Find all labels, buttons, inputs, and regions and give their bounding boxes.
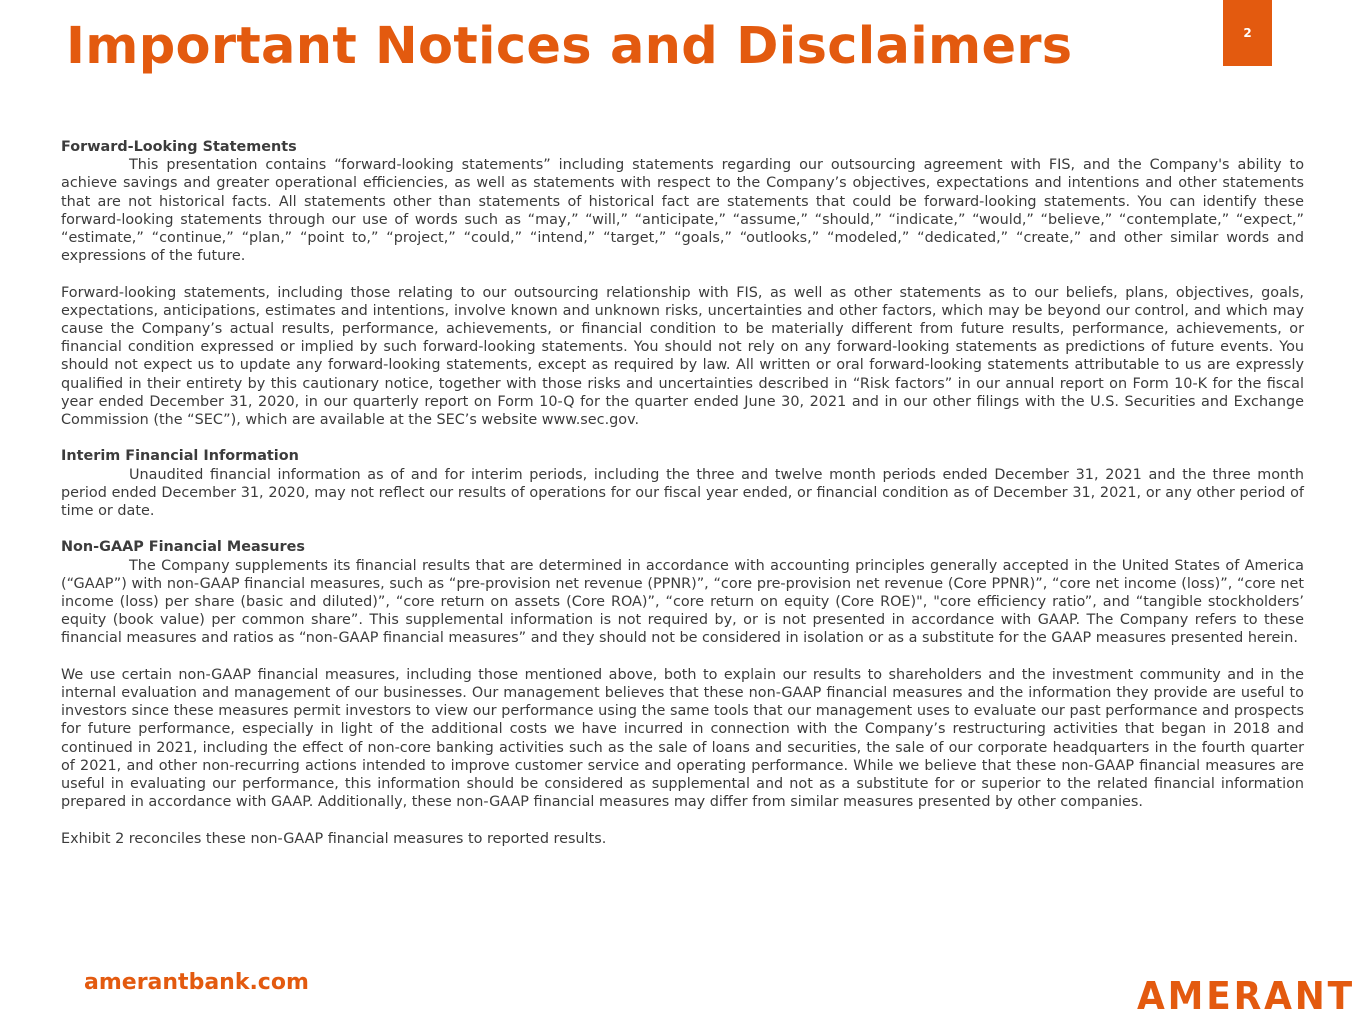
website-link[interactable]: amerantbank.com: [84, 970, 309, 995]
forward-looking-paragraph-1: This presentation contains “forward-looking statements” including statements regarding our outsourcing agreement with FIS, and the Company's ability to achieve savings and greater operational efficiencies, as well as statements with respect to the Company’s objectives, expectations and intentions and other statements that are not historical facts. All statements other than statements of historical fact are statements that could be forward-looking statements. You can identify these forward-looking statements through our use of words such as “may,” “will,” “anticipate,” “assume,” “should,” “indicate,” “would,” “believe,” “contemplate,” “expect,” “estimate,” “continue,” “plan,” “point to,” “project,” “could,” “intend,” “target,” “goals,” “outlooks,” “modeled,” “dedicated,” “create,” and other similar words and expressions of the future.: [61, 157, 1304, 265]
interim-financial-paragraph: Unaudited financial information as of and for interim periods, including the three and twelve month periods ended December 31, 2021 and the three month period ended December 31, 2020, may not reflect our results of operations for our fiscal year ended, or financial condition as of December 31, 2021, or any other period of time or date.: [61, 466, 1304, 520]
spacer: [61, 265, 1304, 283]
spacer: [61, 648, 1304, 666]
section-heading-non-gaap: Non-GAAP Financial Measures: [61, 539, 305, 556]
amerant-logo: [1136, 975, 1356, 1015]
disclaimer-body: [61, 138, 1304, 848]
section-heading-interim-financial: Interim Financial Information: [61, 448, 299, 465]
logo-wordmark: AMERANT: [1137, 975, 1355, 1015]
spacer: [61, 429, 1304, 447]
non-gaap-paragraph-2: We use certain non-GAAP financial measures, including those mentioned above, both to explain our results to shareholders and the investment community and in the internal evaluation and management of our businesses. Our management believes that these non-GAAP financial measures and the information they provide are useful to investors since these measures permit investors to view our performance using the same tools that our management uses to evaluate our past performance and prospects for future performance, especially in light of the additional costs we have incurred in connection with the Company’s restructuring activities that began in 2018 and continued in 2021, including the effect of non-core banking activities such as the sale of loans and securities, the sale of our corporate headquarters in the fourth quarter of 2021, and other non-recurring actions intended to improve customer service and operating performance. While we believe that these non-GAAP financial measures are useful in evaluating our performance, this information should be considered as supplemental and not as a substitute for or superior to the related financial information prepared in accordance with GAAP. Additionally, these non-GAAP financial measures may differ from similar measures presented by other companies.: [61, 666, 1304, 811]
non-gaap-paragraph-1: The Company supplements its financial results that are determined in accordance with accounting principles generally accepted in the United States of America (“GAAP”) with non-GAAP financial measures, such as “pre-provision net revenue (PPNR)”, “core pre-provision net revenue (Core PPNR)”, “core net income (loss)”, “core net income (loss) per share (basic and diluted)”, “core return on assets (Core ROA)”, “core return on equity (Core ROE)", "core efficiency ratio”, and “tangible stockholders’ equity (book value) per common share”. This supplemental information is not required by, or is not presented in accordance with GAAP. The Company refers to these financial measures and ratios as “non-GAAP financial measures” and they should not be considered in isolation or as a substitute for the GAAP measures presented herein.: [61, 557, 1304, 647]
section-heading-forward-looking: Forward-Looking Statements: [61, 139, 297, 155]
page-title: Important Notices and Disclaimers: [66, 17, 1073, 76]
page-number-badge: 2: [1223, 0, 1272, 66]
spacer: [61, 520, 1304, 538]
spacer: [61, 811, 1304, 829]
non-gaap-paragraph-3: Exhibit 2 reconciles these non-GAAP financial measures to reported results.: [61, 830, 607, 847]
forward-looking-paragraph-2: Forward-looking statements, including those relating to our outsourcing relationship with FIS, as well as other statements as to our beliefs, plans, objectives, goals, expectations, anticipations, estimates and intentions, involve known and unknown risks, uncertainties and other factors, which may be beyond our control, and which may cause the Company’s actual results, performance, achievements, or financial condition to be materially different from future results, performance, achievements, or financial condition expressed or implied by such forward-looking statements. You should not rely on any forward-looking statements as predictions of future events. You should not expect us to update any forward-looking statements, except as required by law. All written or oral forward-looking statements attributable to us are expressly qualified in their entirety by this cautionary notice, together with those risks and uncertainties described in “Risk factors” in our annual report on Form 10-K for the fiscal year ended December 31, 2020, in our quarterly report on Form 10-Q for the quarter ended June 30, 2021 and in our other filings with the U.S. Securities and Exchange Commission (the “SEC”), which are available at the SEC’s website www.sec.gov.: [61, 284, 1304, 429]
